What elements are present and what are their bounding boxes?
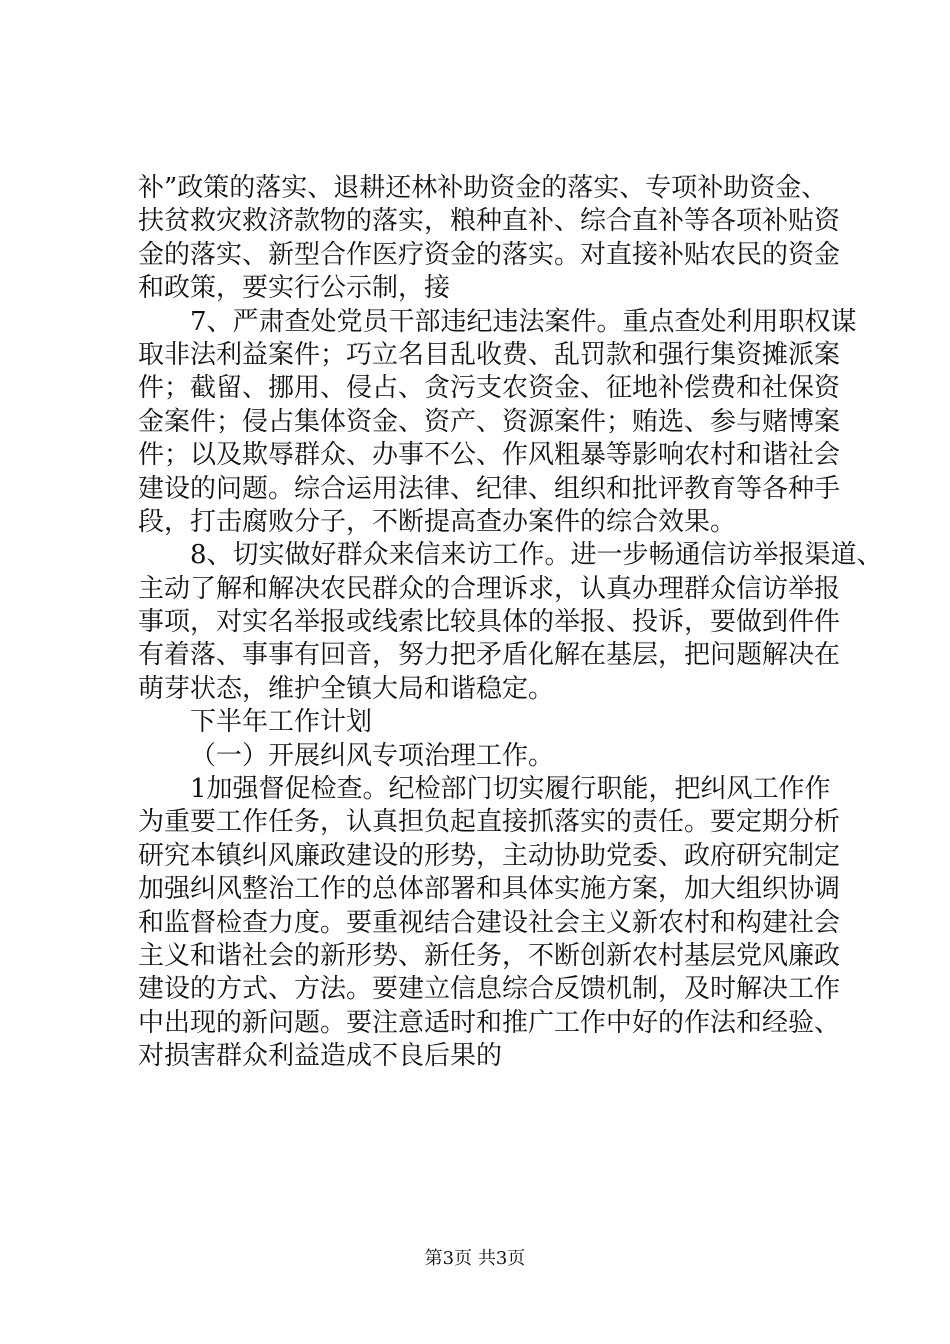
document-line: 有着落、事事有回音，努力把矛盾化解在基层，把问题解决在 (138, 640, 841, 671)
document-line: 补”政策的落实、退耕还林补助资金的落实、专项补助资金、 (138, 173, 828, 203)
document-line: 和监督检查力度。要重视结合建设社会主义新农村和构建社会 (138, 907, 841, 938)
document-line: 件；以及欺辱群众、办事不公、作风粗暴等影响农村和谐社会 (138, 440, 841, 471)
document-line: 主义和谐社会的新形势、新任务，不断创新农村基层党风廉政 (138, 940, 841, 971)
document-line: 1加强督促检查。纪检部门切实履行职能，把纠风工作作 (190, 774, 831, 805)
document-line: 主动了解和解决农民群众的合理诉求，认真办理群众信访举报 (138, 573, 841, 604)
document-line: 下半年工作计划 (190, 707, 373, 738)
document-line: 和政策，要实行公示制，接 (138, 273, 451, 304)
document-line: 扶贫救灾救济款物的落实，粮种直补、综合直补等各项补贴资 (138, 206, 841, 237)
document-line: 中出现的新问题。要注意适时和推广工作中好的作法和经验、 (138, 1007, 841, 1038)
document-line: 8、切实做好群众来信来访工作。进一步畅通信访举报渠道、 (190, 540, 883, 571)
document-line: 建设的问题。综合运用法律、纪律、组织和批评教育等各种手 (138, 473, 841, 504)
document-line: 为重要工作任务，认真担负起直接抓落实的责任。要定期分析 (138, 807, 841, 838)
document-line: 建设的方式、方法。要建立信息综合反馈机制，及时解决工作 (138, 974, 841, 1005)
document-body (138, 172, 883, 1074)
document-line: 件；截留、挪用、侵占、贪污支农资金、征地补偿费和社保资 (138, 373, 841, 404)
document-line: 7、严肃查处党员干部违纪违法案件。重点查处利用职权谋 (190, 306, 857, 337)
document-line: 萌芽状态，维护全镇大局和谐稳定。 (138, 673, 555, 704)
document-line: 金的落实、新型合作医疗资金的落实。对直接补贴农民的资金 (138, 239, 841, 270)
document-line: 取非法利益案件；巧立名目乱收费、乱罚款和强行集资摊派案 (138, 339, 841, 370)
document-line: 段，打击腐败分子，不断提高查办案件的综合效果。 (138, 506, 737, 537)
document-line: 研究本镇纠风廉政建设的形势，主动协助党委、政府研究制定 (138, 840, 841, 871)
page-footer: 第3页 共3页 (424, 1248, 526, 1269)
document-line: 加强纠风整治工作的总体部署和具体实施方案，加大组织协调 (138, 874, 841, 905)
document-line: 事项，对实名举报或线索比较具体的举报、投诉，要做到件件 (138, 607, 841, 638)
document-line: 对损害群众利益造成不良后果的 (138, 1041, 503, 1072)
document-line: （一）开展纠风专项治理工作。 (190, 740, 555, 771)
document-line: 金案件；侵占集体资金、资产、资源案件；贿选、参与赌博案 (138, 406, 841, 437)
